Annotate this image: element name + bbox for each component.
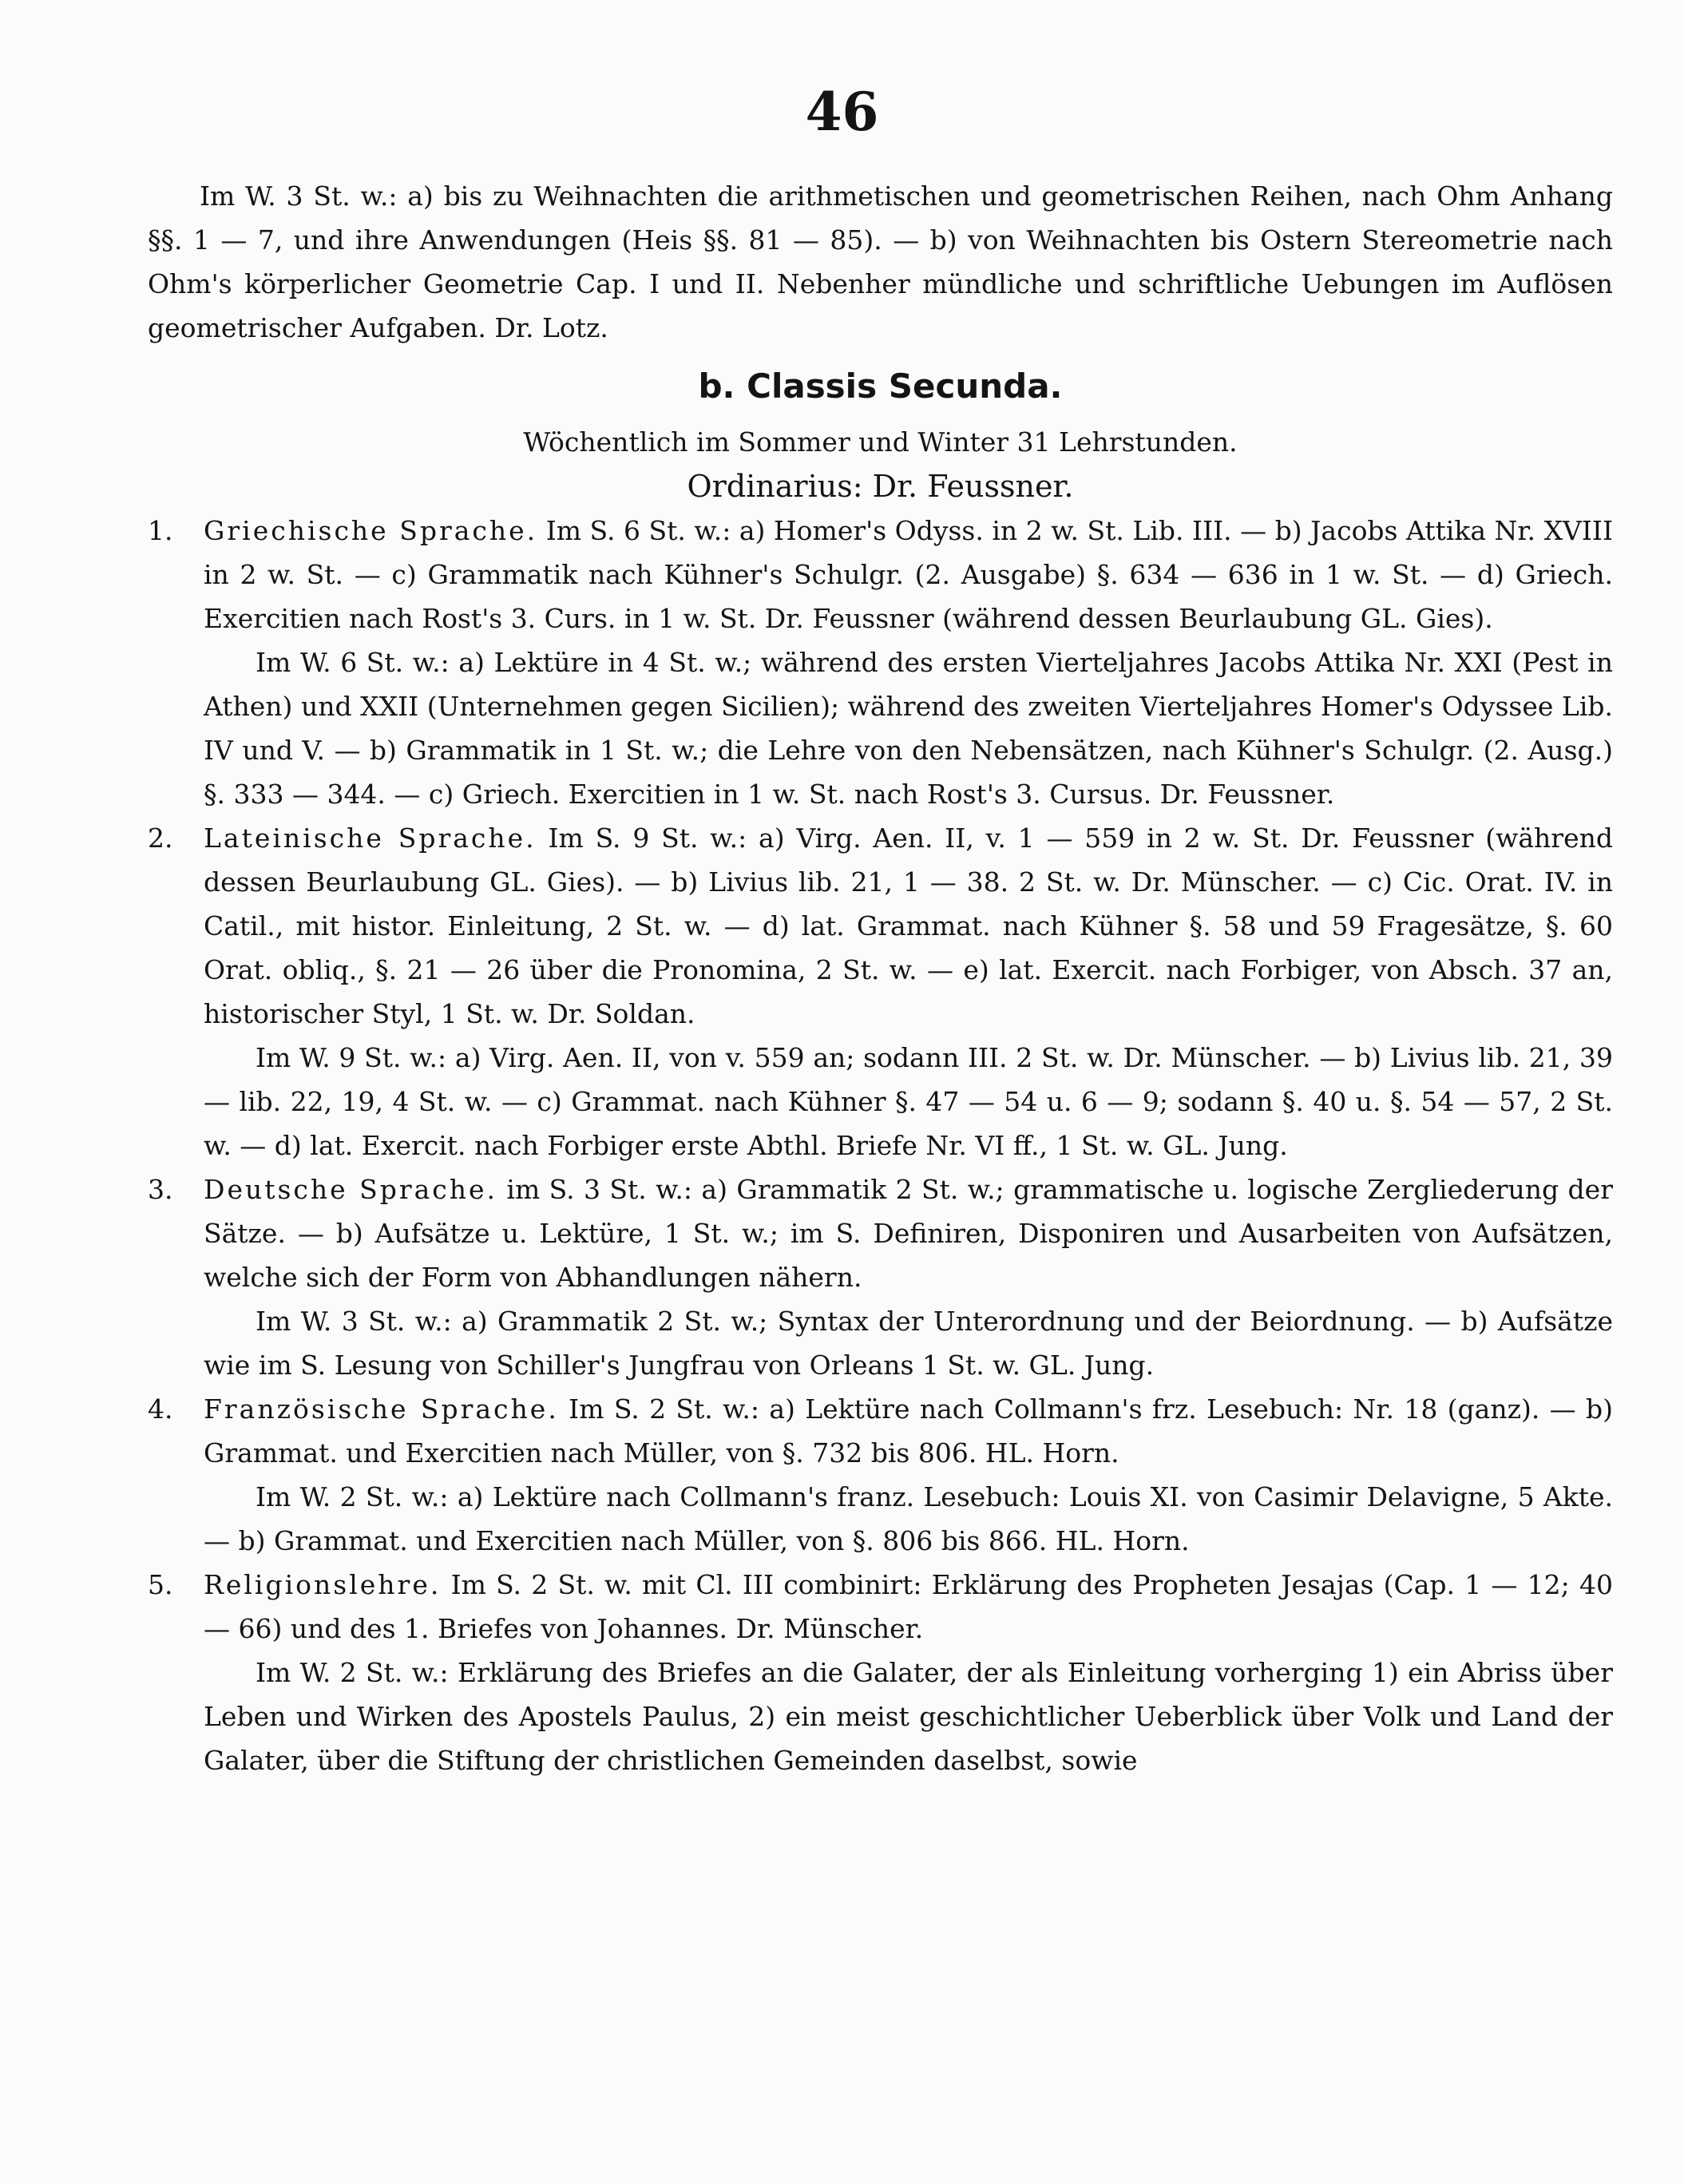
section-title: b. Classis Secunda. (698, 367, 1063, 406)
subject-number: 3. (148, 1174, 173, 1205)
subject-summer-text: im S. 3 St. w.: a) Grammatik 2 St. w.; grammatische u. logische Zergliederung der Sätze. — b) Aufsätze u. Lektüre, 1 St. w.; im S. Definiren, Disponiren und Ausarbeiten von Aufsätzen, welche sich der Form von Abhandlungen nähern. (204, 1174, 1613, 1293)
subject-summer-text: Im S. 9 St. w.: a) Virg. Aen. II, v. 1 — 559 in 2 w. St. Dr. Feussner (während dessen Beurlaubung GL. Gies). — b) Livius lib. 21, 1 — 38. 2 St. w. Dr. Münscher. — c) Cic. Orat. IV. in Catil., mit histor. Einleitung, 2 St. w. — d) lat. Grammat. nach Kühner §. 58 und 59 Fragesätze, §. 60 Orat. obliq., §. 21 — 26 über die Pronomina, 2 St. w. — e) lat. Exercit. nach Forbiger, von Absch. 37 an, historischer Styl, 1 St. w. Dr. Soldan. (204, 822, 1613, 1029)
subject-summer-text: Im S. 6 St. w.: a) Homer's Odyss. in 2 w. St. Lib. III. — b) Jacobs Attika Nr. XVIII in 2 w. St. — c) Grammatik nach Kühner's Schulgr. (2. Ausgabe) §. 634 — 636 in 1 w. St. — d) Griech. Exercitien nach Rost's 3. Curs. in 1 w. St. Dr. Feussner (während dessen Beurlaubung GL. Gies). (204, 515, 1613, 634)
subject-number: 4. (148, 1393, 173, 1425)
section-ordinarius: Ordinarius: Dr. Feussner. (687, 469, 1074, 504)
subject-number: 1. (148, 515, 173, 546)
subject-german-winter: Im W. 3 St. w.: a) Grammatik 2 St. w.; Syntax der Unterordnung und der Beiordnung. — b) Aufsätze wie im S. Lesung von Schiller's Jungfrau von Orleans 1 St. w. GL. Jung. (204, 1306, 1613, 1381)
subject-greek-winter: Im W. 6 St. w.: a) Lektüre in 4 St. w.; während des ersten Vierteljahres Jacobs Attika Nr. XXI (Pest in Athen) und XXII (Unternehmen gegen Sicilien); während des zweiten Vierteljahres Homer's Odyssee Lib. IV und V. — b) Grammatik in 1 St. w.; die Lehre von den Nebensätzen, nach Kühner's Schulgr. (2. Ausg.) §. 333 — 344. — c) Griech. Exercitien in 1 w. St. nach Rost's 3. Cursus. Dr. Feussner. (204, 647, 1613, 810)
page-body (148, 174, 1613, 1782)
subject-number: 5. (148, 1569, 173, 1600)
subject-name: Religionslehre. (204, 1569, 442, 1600)
subject-greek-summer (148, 509, 1613, 640)
subject-french-winter: Im W. 2 St. w.: a) Lektüre nach Collmann's franz. Lesebuch: Louis XI. von Casimir Delavigne, 5 Akte. — b) Grammat. und Exercitien nach Müller, von §. 806 bis 866. HL. Horn. (204, 1481, 1613, 1556)
subject-german-summer (148, 1167, 1613, 1299)
subject-name: Französische Sprache. (204, 1393, 559, 1425)
page-number: 46 (805, 81, 879, 143)
intro-paragraph: Im W. 3 St. w.: a) bis zu Weihnachten die arithmetischen und geometrischen Reihen, nach Ohm Anhang §§. 1 — 7, und ihre Anwendungen (Heis §§. 81 — 85). — b) von Weihnachten bis Ostern Stereometrie nach Ohm's körperlicher Geometrie Cap. I und II. Nebenher mündliche und schriftliche Uebungen im Auflösen geometrischer Aufgaben. Dr. Lotz. (148, 180, 1613, 343)
subject-french-summer (148, 1387, 1613, 1475)
subject-summer-text: Im S. 2 St. w. mit Cl. III combinirt: Erklärung des Propheten Jesajas (Cap. 1 — 12; 40 — 66) und des 1. Briefes von Johannes. Dr. Münscher. (204, 1569, 1613, 1644)
subject-latin-summer (148, 816, 1613, 1036)
subject-name: Lateinische Sprache. (204, 822, 537, 854)
subject-religion-summer (148, 1563, 1613, 1651)
subject-summer-text: Im S. 2 St. w.: a) Lektüre nach Collmann's frz. Lesebuch: Nr. 18 (ganz). — b) Grammat. und Exercitien nach Müller, von §. 732 bis 806. HL. Horn. (204, 1393, 1614, 1469)
subject-number: 2. (148, 822, 173, 854)
subject-name: Griechische Sprache. (204, 515, 538, 546)
subject-latin-winter: Im W. 9 St. w.: a) Virg. Aen. II, von v. 559 an; sodann III. 2 St. w. Dr. Münscher. — b) Livius lib. 21, 39 — lib. 22, 19, 4 St. w. — c) Grammat. nach Kühner §. 47 — 54 u. 6 — 9; sodann §. 40 u. §. 54 — 57, 2 St. w. — d) lat. Exercit. nach Forbiger erste Abthl. Briefe Nr. VI ff., 1 St. w. GL. Jung. (204, 1042, 1613, 1161)
section-hours: Wöchentlich im Sommer und Winter 31 Lehrstunden. (523, 426, 1238, 458)
subject-name: Deutsche Sprache. (204, 1174, 498, 1205)
subject-religion-winter: Im W. 2 St. w.: Erklärung des Briefes an die Galater, der als Einleitung vorherging 1) ein Abriss über Leben und Wirken des Apostels Paulus, 2) ein meist geschichtlicher Ueberblick über Volk und Land der Galater, über die Stiftung der christlichen Gemeinden daselbst, sowie (204, 1657, 1613, 1776)
